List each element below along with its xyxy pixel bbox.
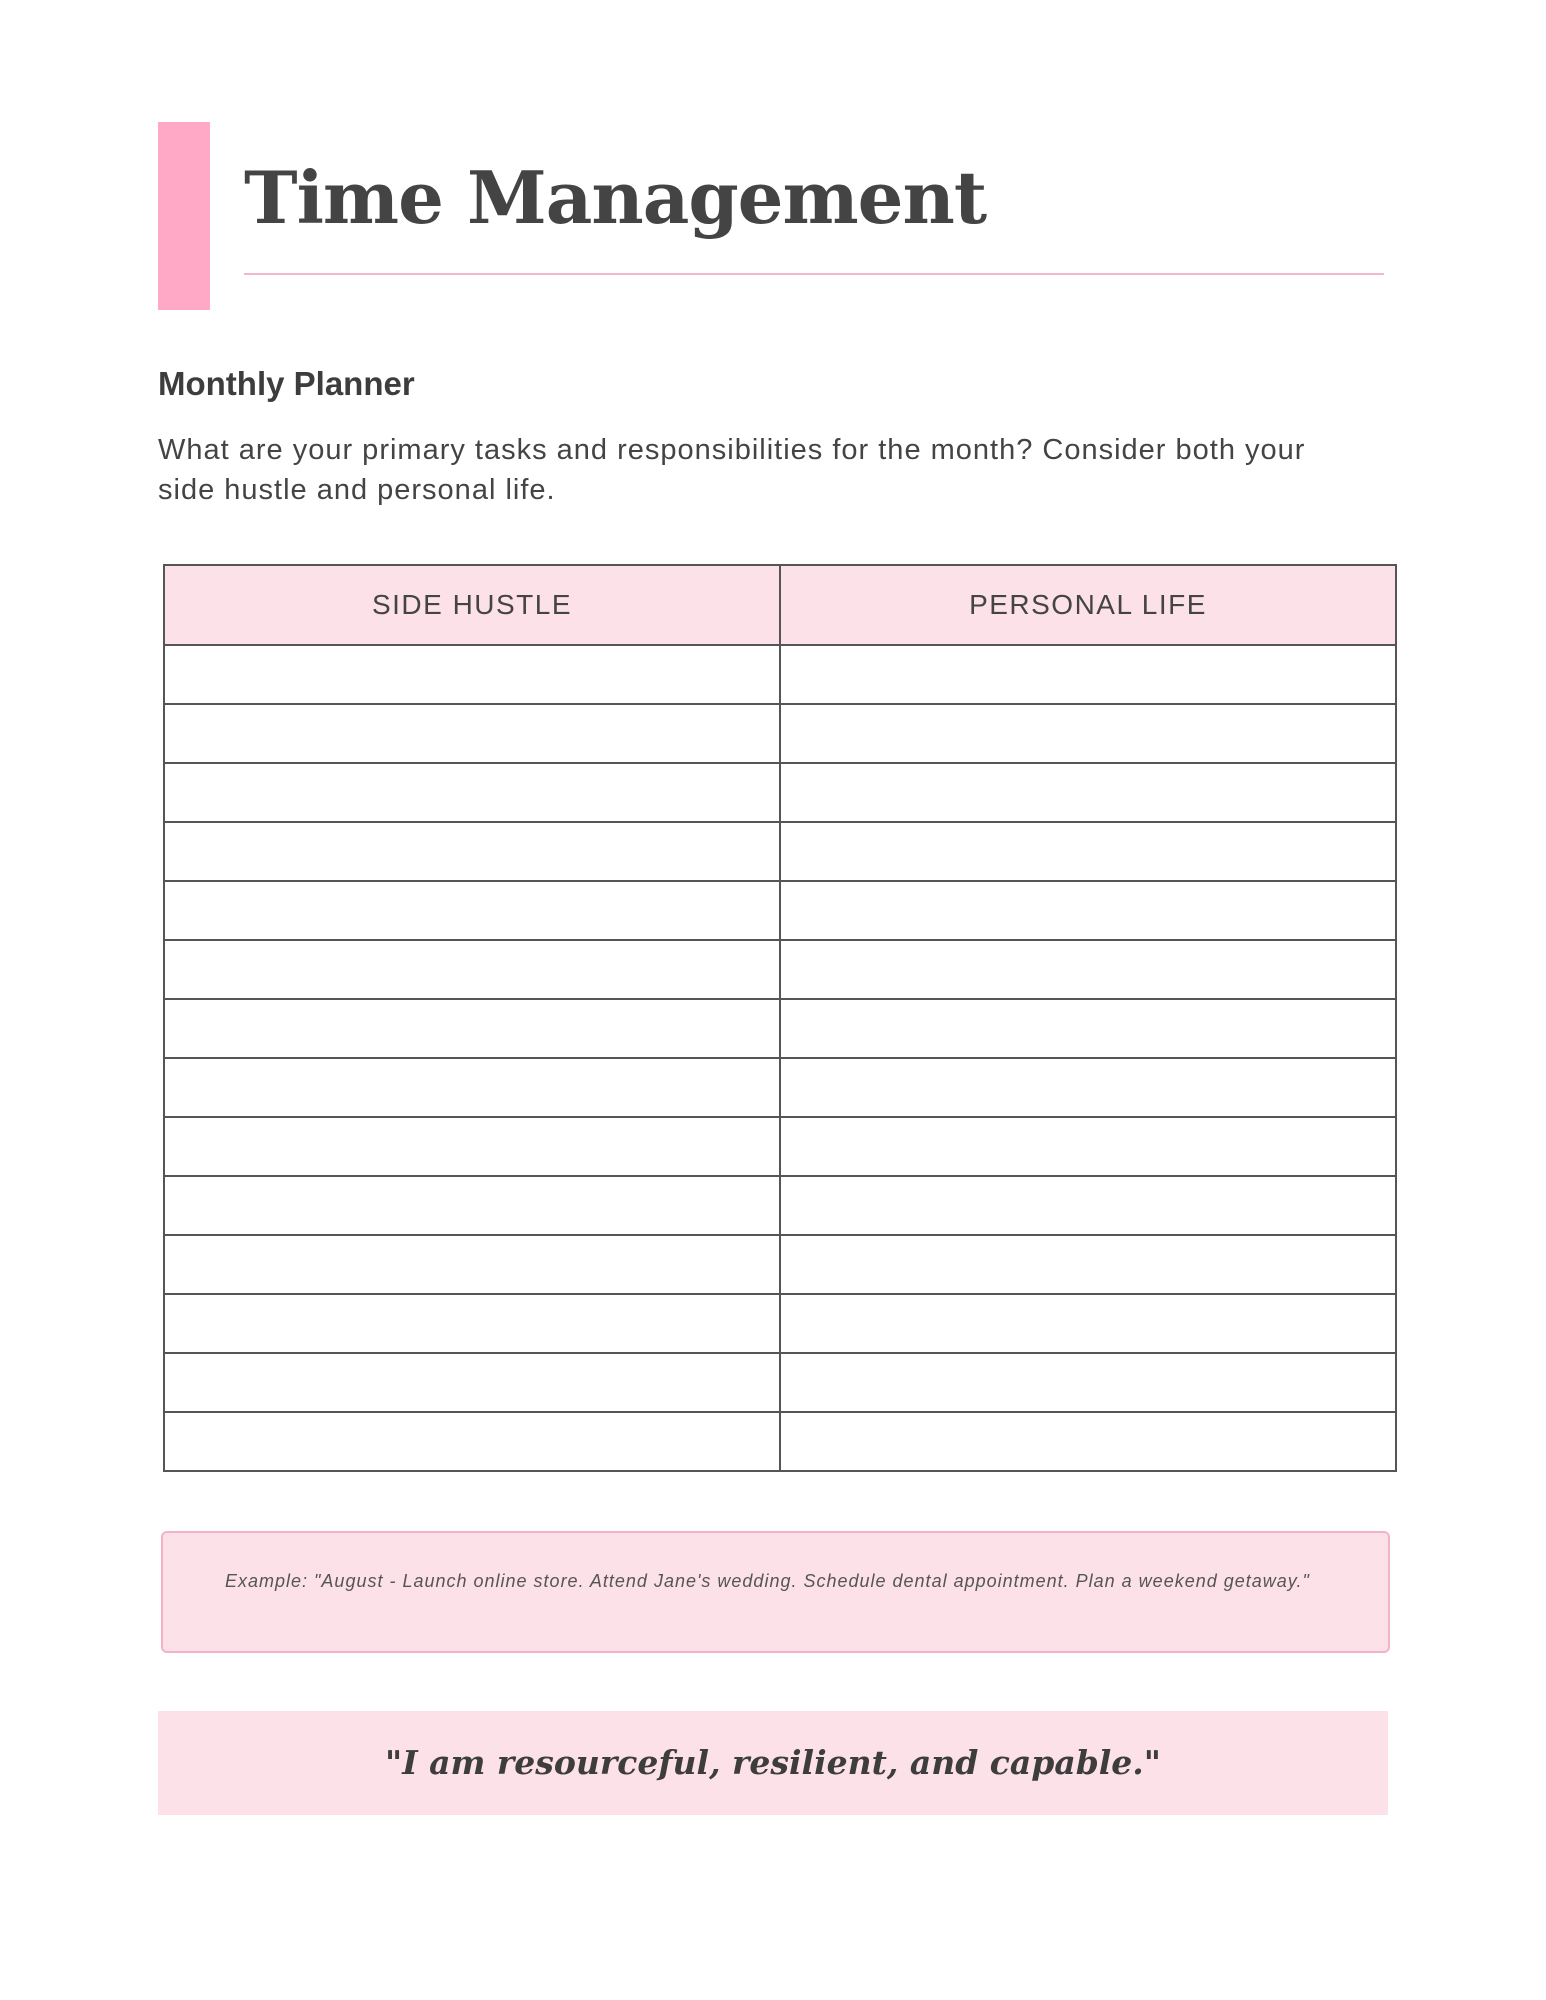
personal-life-cell[interactable] (780, 1176, 1396, 1235)
table-row (164, 999, 1396, 1058)
side-hustle-cell[interactable] (164, 1412, 780, 1471)
personal-life-cell[interactable] (780, 1117, 1396, 1176)
personal-life-cell[interactable] (780, 1294, 1396, 1353)
table-row (164, 1235, 1396, 1294)
side-hustle-cell[interactable] (164, 881, 780, 940)
example-box (161, 1531, 1390, 1653)
title-divider (244, 273, 1384, 275)
section-prompt: What are your primary tasks and responsibilities for the month? Consider both your side hustle and personal life. (158, 434, 1306, 506)
side-hustle-cell[interactable] (164, 1235, 780, 1294)
page-title: Time Management (244, 155, 987, 240)
table-row (164, 1176, 1396, 1235)
side-hustle-cell[interactable] (164, 1294, 780, 1353)
table-row (164, 704, 1396, 763)
planner-table-body (164, 645, 1396, 1471)
planner-table (163, 564, 1397, 1472)
side-hustle-cell[interactable] (164, 704, 780, 763)
side-hustle-cell[interactable] (164, 1176, 780, 1235)
side-hustle-cell[interactable] (164, 1353, 780, 1412)
side-hustle-cell[interactable] (164, 1058, 780, 1117)
table-row (164, 881, 1396, 940)
personal-life-cell[interactable] (780, 881, 1396, 940)
side-hustle-cell[interactable] (164, 940, 780, 999)
planner-table-header-row (164, 565, 1396, 645)
section-heading: Monthly Planner (158, 365, 415, 402)
affirmation-text: "I am resourceful, resilient, and capable." (385, 1743, 1161, 1782)
table-row (164, 1412, 1396, 1471)
side-hustle-cell[interactable] (164, 999, 780, 1058)
side-hustle-cell[interactable] (164, 763, 780, 822)
personal-life-cell[interactable] (780, 1235, 1396, 1294)
table-row (164, 1353, 1396, 1412)
personal-life-cell[interactable] (780, 1412, 1396, 1471)
affirmation-banner (158, 1711, 1388, 1815)
table-row (164, 822, 1396, 881)
side-hustle-cell[interactable] (164, 1117, 780, 1176)
table-row (164, 645, 1396, 704)
personal-life-cell[interactable] (780, 1058, 1396, 1117)
title-accent-bar (158, 122, 210, 310)
column-header-personal-life: PERSONAL LIFE (780, 565, 1396, 645)
personal-life-cell[interactable] (780, 940, 1396, 999)
personal-life-cell[interactable] (780, 704, 1396, 763)
table-row (164, 940, 1396, 999)
personal-life-cell[interactable] (780, 999, 1396, 1058)
personal-life-cell[interactable] (780, 1353, 1396, 1412)
column-header-side-hustle: SIDE HUSTLE (164, 565, 780, 645)
personal-life-cell[interactable] (780, 822, 1396, 881)
example-text: Example: "August - Launch online store. Attend Jane's wedding. Schedule dental appointment. Plan a weekend getaway." (225, 1571, 1310, 1591)
table-row (164, 1117, 1396, 1176)
side-hustle-cell[interactable] (164, 645, 780, 704)
personal-life-cell[interactable] (780, 645, 1396, 704)
side-hustle-cell[interactable] (164, 822, 780, 881)
table-row (164, 763, 1396, 822)
table-row (164, 1294, 1396, 1353)
table-row (164, 1058, 1396, 1117)
personal-life-cell[interactable] (780, 763, 1396, 822)
